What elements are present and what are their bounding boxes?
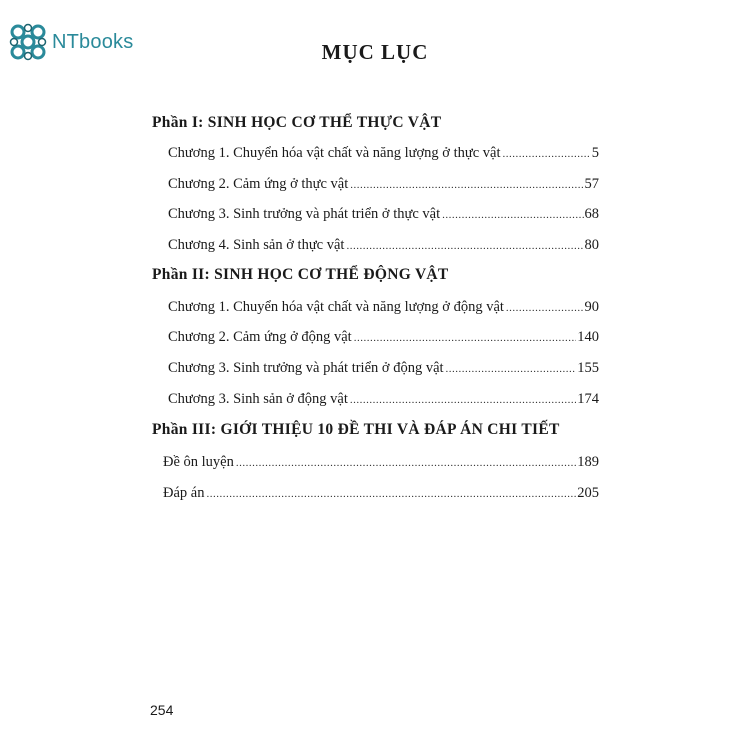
leader-dots [346, 240, 583, 252]
entry-page-number: 68 [584, 206, 599, 222]
entry-page-number: 80 [584, 237, 599, 253]
entry-label: Chương 3. Sinh trưởng và phát triển ở thực vật [168, 206, 441, 222]
entry-page-number: 174 [577, 391, 599, 407]
toc-entry[interactable] [168, 299, 599, 316]
leader-dots [350, 179, 583, 191]
toc-entry[interactable] [168, 176, 599, 193]
entry-label: Chương 2. Cảm ứng ở thực vật [168, 176, 349, 192]
toc-entry[interactable] [168, 360, 599, 377]
part-3-heading: Phần III: GIỚI THIỆU 10 ĐỀ THI VÀ ĐÁP ÁN CHI TIẾT [152, 421, 560, 438]
page-title: MỤC LỤC [321, 40, 429, 64]
leader-dots [350, 394, 576, 406]
toc-entry[interactable] [168, 206, 599, 223]
toc-entry[interactable] [168, 329, 599, 346]
entry-label: Chương 3. Sinh sản ở động vật [168, 391, 348, 407]
leader-dots [236, 457, 576, 469]
brand-name: NTbooks [52, 30, 134, 53]
entry-page-number: 57 [584, 176, 599, 192]
leader-dots [354, 332, 577, 344]
entry-page-number: 90 [584, 299, 599, 315]
leader-dots [442, 209, 583, 221]
entry-page-number: 205 [577, 485, 599, 501]
toc-entry[interactable] [168, 391, 599, 408]
entry-page-number: 189 [577, 454, 599, 470]
part-1-heading: Phần I: SINH HỌC CƠ THỂ THỰC VẬT [152, 114, 442, 131]
entry-label: Đề ôn luyện [163, 454, 234, 470]
entry-label: Đáp án [163, 485, 205, 501]
toc-entry[interactable] [168, 237, 599, 254]
entry-label: Chương 1. Chuyển hóa vật chất và năng lượng ở thực vật [168, 145, 501, 161]
leader-dots [503, 148, 591, 160]
entry-page-number: 155 [577, 360, 599, 376]
leader-dots [446, 363, 577, 375]
toc-entry[interactable] [163, 485, 599, 502]
entry-page-number: 140 [577, 329, 599, 345]
page-number: 254 [150, 702, 174, 718]
toc-entry[interactable] [168, 145, 599, 162]
entry-label: Chương 2. Cảm ứng ở động vật [168, 329, 352, 345]
entry-page-number: 5 [591, 145, 599, 161]
leader-dots [206, 488, 576, 500]
entry-label: Chương 1. Chuyển hóa vật chất và năng lượng ở động vật [168, 299, 504, 315]
leader-dots [506, 302, 584, 314]
entry-label: Chương 3. Sinh trưởng và phát triển ở động vật [168, 360, 444, 376]
toc-entry[interactable] [163, 454, 599, 471]
entry-label: Chương 4. Sinh sản ở thực vật [168, 237, 345, 253]
part-2-heading: Phần II: SINH HỌC CƠ THỂ ĐỘNG VẬT [152, 266, 449, 283]
